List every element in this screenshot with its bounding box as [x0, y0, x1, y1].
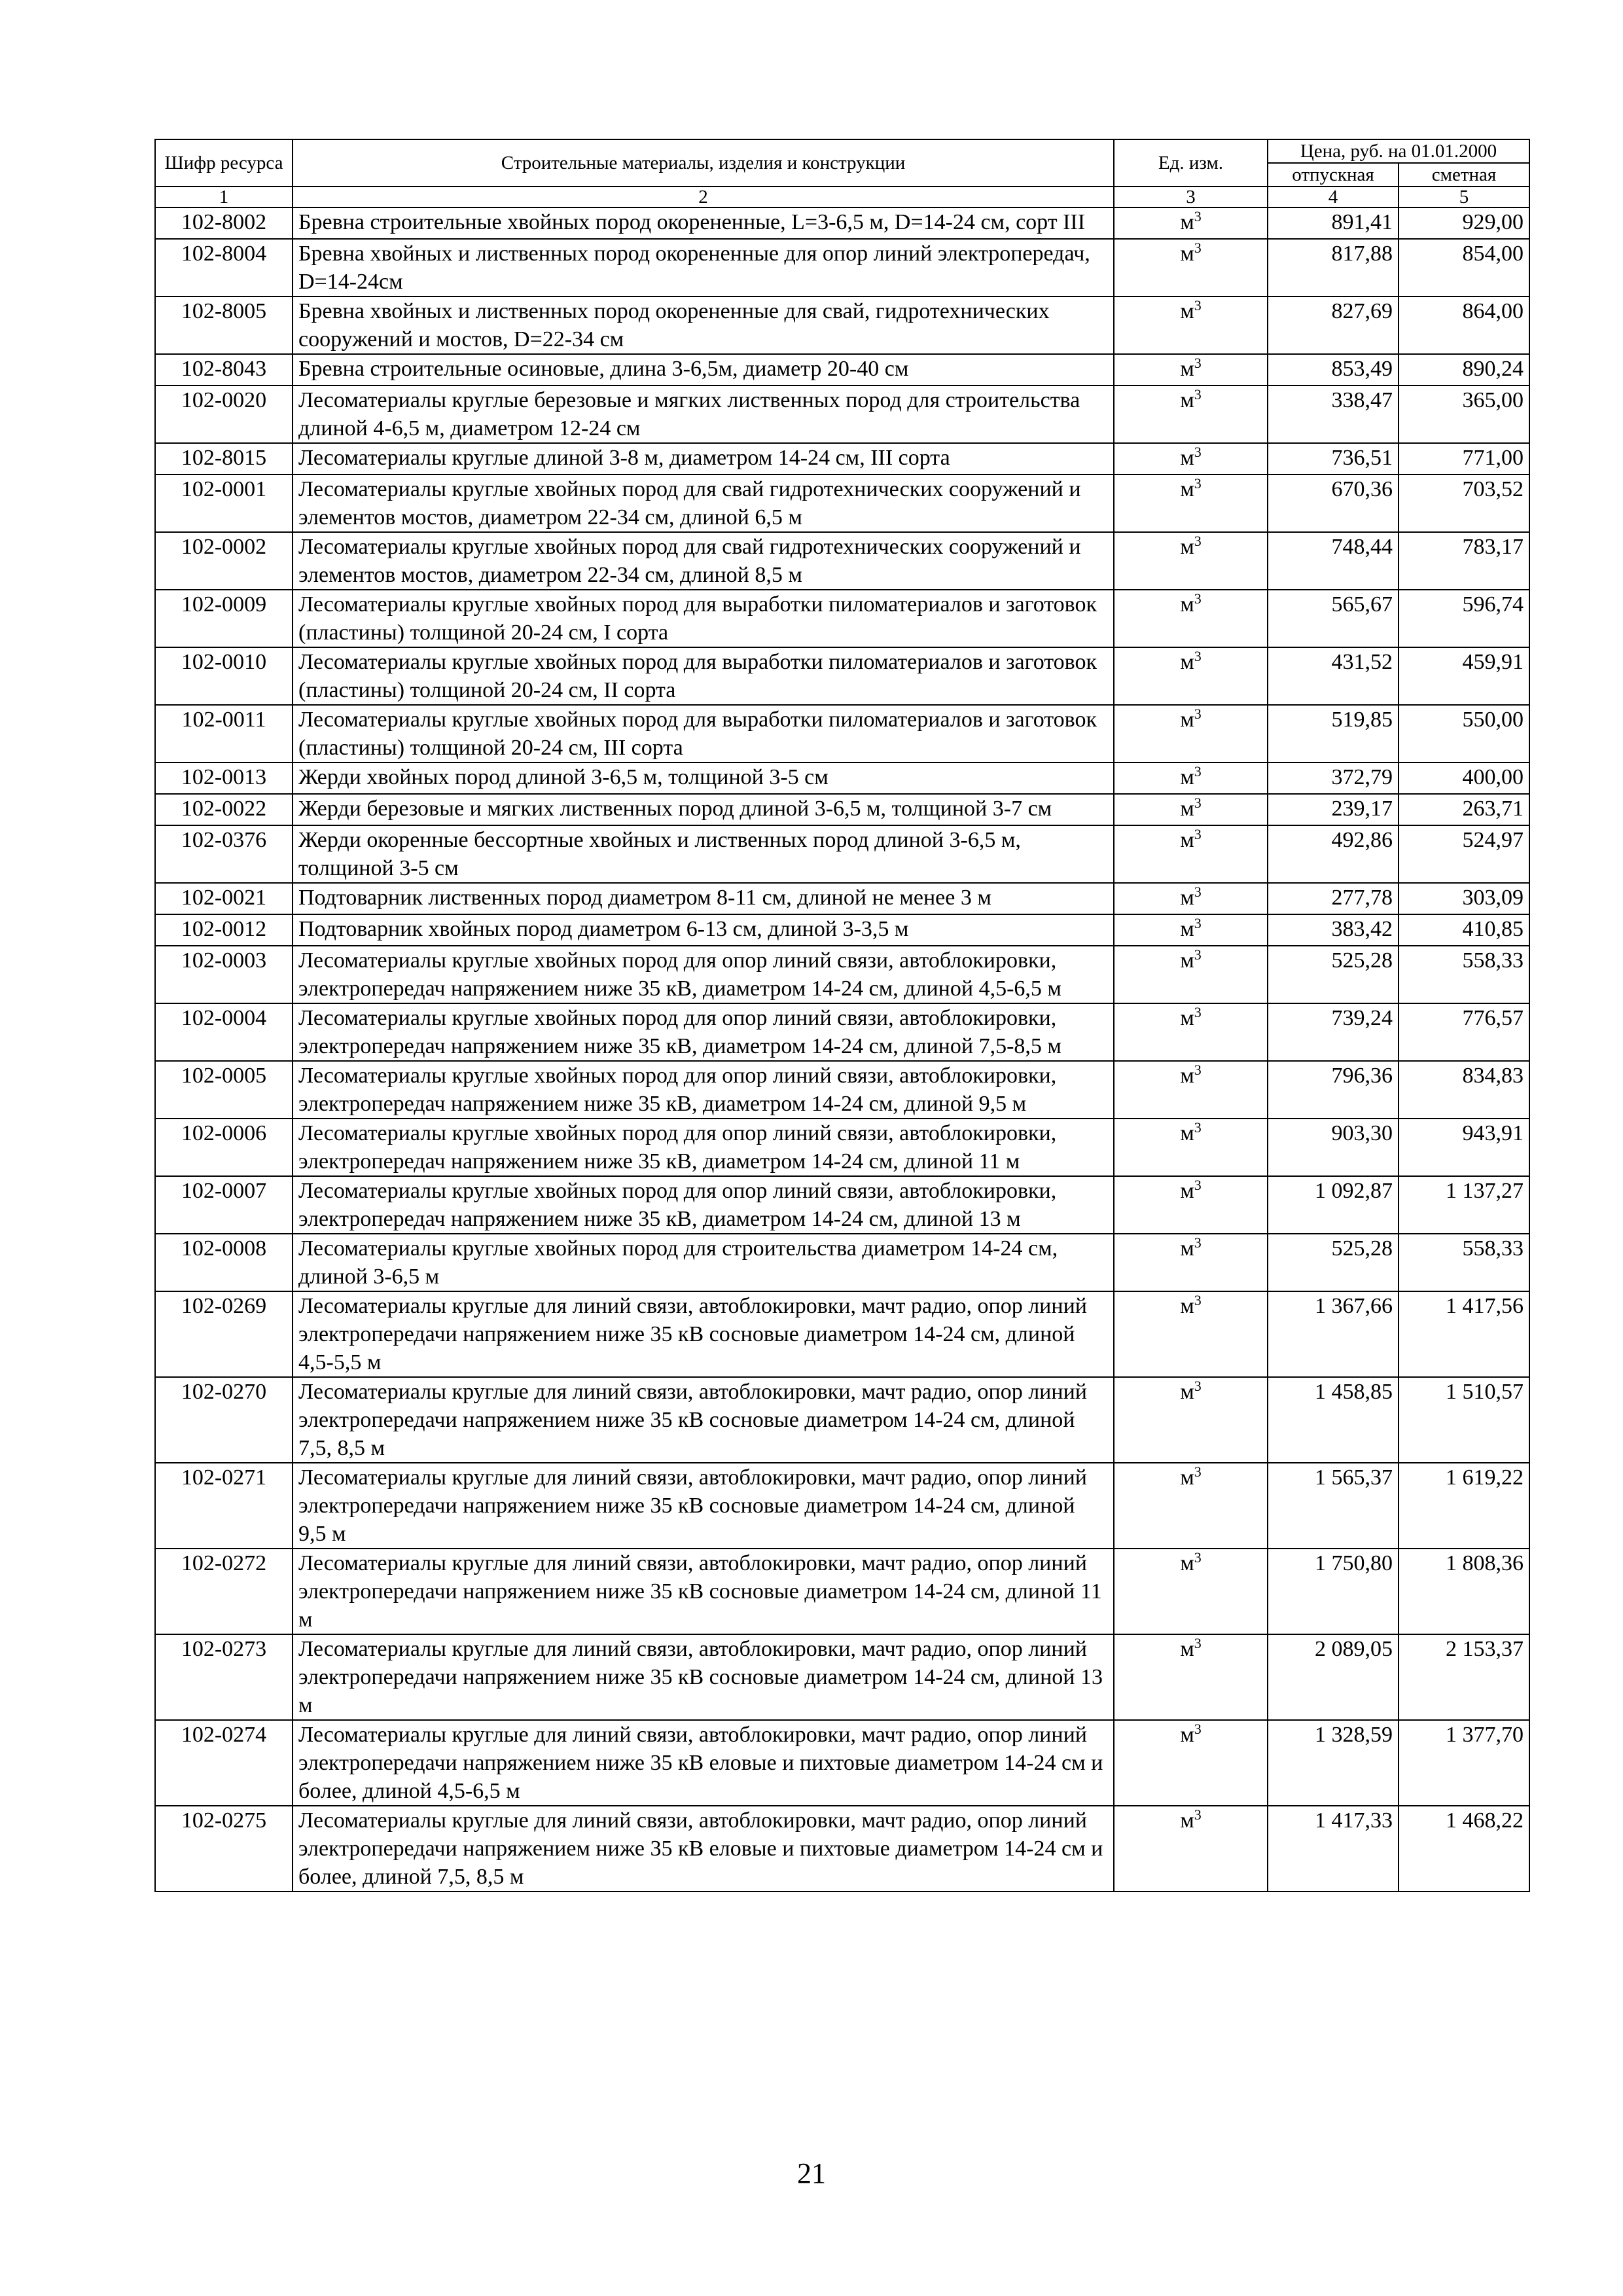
table-row: [155, 647, 1529, 705]
price-release: 903,30: [1268, 1119, 1399, 1176]
resource-code: 102-8002: [155, 207, 293, 239]
material-name: Лесоматериалы круглые для линий связи, автоблокировки, мачт радио, опор линий электропередачи напряжением ниже 35 кВ еловые и пихтовые диаметром 14-24 см и более, длиной 7,5, 8,5 м: [293, 1806, 1114, 1892]
column-number: 3: [1114, 187, 1268, 207]
column-number: 1: [155, 187, 293, 207]
material-name: Жерди хвойных пород длиной 3-6,5 м, толщиной 3-5 см: [293, 762, 1114, 794]
price-release: 519,85: [1268, 705, 1399, 762]
header-name: Строительные материалы, изделия и конструкции: [293, 139, 1114, 187]
unit-cell: [1114, 1234, 1268, 1291]
price-estimate: 834,83: [1399, 1061, 1529, 1119]
unit-text: м: [1180, 1465, 1194, 1490]
price-release: 2 089,05: [1268, 1634, 1399, 1720]
material-name: Лесоматериалы круглые для линий связи, автоблокировки, мачт радио, опор линий электропередачи напряжением ниже 35 кВ еловые и пихтовые диаметром 14-24 см и более, длиной 4,5-6,5 м: [293, 1720, 1114, 1806]
resource-code: 102-8015: [155, 443, 293, 475]
price-estimate: 929,00: [1399, 207, 1529, 239]
column-number: 2: [293, 187, 1114, 207]
unit-cell: [1114, 883, 1268, 914]
table-row: [155, 794, 1529, 825]
unit-superscript: 3: [1194, 297, 1202, 314]
resource-code: 102-0004: [155, 1003, 293, 1061]
unit-cell: [1114, 239, 1268, 296]
table-row: [155, 1634, 1529, 1720]
price-estimate: 410,85: [1399, 914, 1529, 946]
unit-superscript: 3: [1194, 826, 1202, 842]
material-name: Лесоматериалы круглые хвойных пород для опор линий связи, автоблокировки, электропередач напряжением ниже 35 кВ, диаметром 14-24 см, длиной 7,5-8,5 м: [293, 1003, 1114, 1061]
material-name: Бревна строительные хвойных пород окорененные, L=3-6,5 м, D=14-24 см, сорт III: [293, 207, 1114, 239]
page-number: 21: [797, 2157, 826, 2189]
unit-text: м: [1180, 708, 1194, 732]
unit-cell: [1114, 475, 1268, 532]
unit-superscript: 3: [1194, 648, 1202, 664]
column-number: 4: [1268, 187, 1399, 207]
unit-text: м: [1180, 1236, 1194, 1261]
unit-superscript: 3: [1194, 1234, 1202, 1251]
resource-code: 102-0002: [155, 532, 293, 590]
unit-text: м: [1180, 1723, 1194, 1747]
table-row: [155, 1003, 1529, 1061]
price-estimate: 365,00: [1399, 386, 1529, 443]
material-name: Лесоматериалы круглые длиной 3-8 м, диаметром 14-24 см, III сорта: [293, 443, 1114, 475]
resource-code: 102-0009: [155, 590, 293, 647]
unit-text: м: [1180, 1179, 1194, 1203]
unit-superscript: 3: [1194, 240, 1202, 256]
table-row: [155, 443, 1529, 475]
unit-cell: [1114, 1720, 1268, 1806]
header-unit: Ед. изм.: [1114, 139, 1268, 187]
unit-text: м: [1180, 797, 1194, 821]
price-release: 1 458,85: [1268, 1377, 1399, 1463]
resource-code: 102-0005: [155, 1061, 293, 1119]
material-name: Лесоматериалы круглые березовые и мягких лиственных пород для строительства длиной 4-6,5 м, диаметром 12-24 см: [293, 386, 1114, 443]
unit-superscript: 3: [1194, 795, 1202, 811]
price-estimate: 524,97: [1399, 825, 1529, 883]
resource-code: 102-0376: [155, 825, 293, 883]
unit-text: м: [1180, 242, 1194, 266]
unit-cell: [1114, 1634, 1268, 1720]
unit-cell: [1114, 1549, 1268, 1634]
unit-superscript: 3: [1194, 208, 1202, 224]
unit-text: м: [1180, 886, 1194, 910]
material-name: Лесоматериалы круглые для линий связи, автоблокировки, мачт радио, опор линий электропередачи напряжением ниже 35 кВ сосновые диаметром 14-24 см, длиной 9,5 м: [293, 1463, 1114, 1549]
unit-cell: [1114, 647, 1268, 705]
unit-superscript: 3: [1194, 1721, 1202, 1737]
table-row: [155, 590, 1529, 647]
unit-cell: [1114, 1176, 1268, 1234]
unit-text: м: [1180, 1380, 1194, 1404]
resource-code: 102-0020: [155, 386, 293, 443]
unit-cell: [1114, 386, 1268, 443]
price-release: 817,88: [1268, 239, 1399, 296]
table-row: [155, 386, 1529, 443]
material-name: Лесоматериалы круглые хвойных пород для опор линий связи, автоблокировки, электропередач напряжением ниже 35 кВ, диаметром 14-24 см, длиной 9,5 м: [293, 1061, 1114, 1119]
price-release: 277,78: [1268, 883, 1399, 914]
header-price-estimate: сметная: [1399, 163, 1529, 187]
material-name: Лесоматериалы круглые хвойных пород для опор линий связи, автоблокировки, электропередач напряжением ниже 35 кВ, диаметром 14-24 см, длиной 4,5-6,5 м: [293, 946, 1114, 1003]
unit-cell: [1114, 825, 1268, 883]
resource-code: 102-0008: [155, 1234, 293, 1291]
material-name: Бревна строительные осиновые, длина 3-6,5м, диаметр 20-40 см: [293, 354, 1114, 386]
price-release: 1 092,87: [1268, 1176, 1399, 1234]
unit-text: м: [1180, 535, 1194, 559]
price-release: 796,36: [1268, 1061, 1399, 1119]
unit-superscript: 3: [1194, 1378, 1202, 1394]
table-row: [155, 946, 1529, 1003]
resource-code: 102-0003: [155, 946, 293, 1003]
table-row: [155, 1176, 1529, 1234]
resource-code: 102-0012: [155, 914, 293, 946]
resource-code: 102-0269: [155, 1291, 293, 1377]
material-name: Жерди окоренные бессортные хвойных и лиственных пород длиной 3-6,5 м, толщиной 3-5 см: [293, 825, 1114, 883]
table-body: [155, 207, 1529, 1892]
unit-superscript: 3: [1194, 1062, 1202, 1078]
price-release: 492,86: [1268, 825, 1399, 883]
price-release: 1 417,33: [1268, 1806, 1399, 1892]
unit-text: м: [1180, 948, 1194, 973]
price-estimate: 303,09: [1399, 883, 1529, 914]
table-row: [155, 1549, 1529, 1634]
resource-code: 102-0011: [155, 705, 293, 762]
unit-superscript: 3: [1194, 355, 1202, 371]
table-row: [155, 1061, 1529, 1119]
price-release: 1 565,37: [1268, 1463, 1399, 1549]
unit-text: м: [1180, 1808, 1194, 1833]
price-release: 383,42: [1268, 914, 1399, 946]
unit-cell: [1114, 296, 1268, 354]
price-table: [154, 139, 1530, 1892]
price-release: 1 328,59: [1268, 1720, 1399, 1806]
table-row: [155, 1234, 1529, 1291]
table-row: [155, 705, 1529, 762]
header-code: Шифр ресурса: [155, 139, 293, 187]
material-name: Подтоварник хвойных пород диаметром 6-13 см, длиной 3-3,5 м: [293, 914, 1114, 946]
resource-code: 102-0022: [155, 794, 293, 825]
unit-text: м: [1180, 299, 1194, 323]
table-row: [155, 1806, 1529, 1892]
unit-cell: [1114, 590, 1268, 647]
table-row: [155, 354, 1529, 386]
material-name: Бревна хвойных и лиственных пород окорененные для опор линий электропередач, D=14-24см: [293, 239, 1114, 296]
table-row: [155, 1463, 1529, 1549]
price-release: 827,69: [1268, 296, 1399, 354]
price-release: 565,67: [1268, 590, 1399, 647]
unit-superscript: 3: [1194, 590, 1202, 607]
unit-superscript: 3: [1194, 1004, 1202, 1020]
resource-code: 102-0275: [155, 1806, 293, 1892]
material-name: Лесоматериалы круглые хвойных пород для строительства диаметром 14-24 см, длиной 3-6,5 м: [293, 1234, 1114, 1291]
price-release: 891,41: [1268, 207, 1399, 239]
unit-superscript: 3: [1194, 1549, 1202, 1566]
unit-superscript: 3: [1194, 1292, 1202, 1308]
unit-text: м: [1180, 388, 1194, 412]
unit-cell: [1114, 207, 1268, 239]
price-estimate: 400,00: [1399, 762, 1529, 794]
resource-code: 102-8004: [155, 239, 293, 296]
resource-code: 102-0001: [155, 475, 293, 532]
unit-text: м: [1180, 1064, 1194, 1088]
table-row: [155, 762, 1529, 794]
unit-superscript: 3: [1194, 444, 1202, 460]
unit-superscript: 3: [1194, 1177, 1202, 1193]
table-row: [155, 914, 1529, 946]
resource-code: 102-0010: [155, 647, 293, 705]
price-estimate: 776,57: [1399, 1003, 1529, 1061]
header-price-release: отпускная: [1268, 163, 1399, 187]
price-estimate: 558,33: [1399, 946, 1529, 1003]
unit-cell: [1114, 1003, 1268, 1061]
price-estimate: 1 619,22: [1399, 1463, 1529, 1549]
unit-cell: [1114, 794, 1268, 825]
unit-text: м: [1180, 592, 1194, 617]
column-number: 5: [1399, 187, 1529, 207]
resource-code: 102-0272: [155, 1549, 293, 1634]
price-release: 431,52: [1268, 647, 1399, 705]
unit-text: м: [1180, 210, 1194, 234]
resource-code: 102-0006: [155, 1119, 293, 1176]
table-row: [155, 1720, 1529, 1806]
unit-text: м: [1180, 1637, 1194, 1661]
material-name: Лесоматериалы круглые хвойных пород для выработки пиломатериалов и заготовок (пластины) толщиной 20-24 см, I сорта: [293, 590, 1114, 647]
unit-superscript: 3: [1194, 706, 1202, 722]
unit-text: м: [1180, 446, 1194, 470]
unit-superscript: 3: [1194, 1119, 1202, 1136]
material-name: Лесоматериалы круглые хвойных пород для выработки пиломатериалов и заготовок (пластины) толщиной 20-24 см, II сорта: [293, 647, 1114, 705]
unit-superscript: 3: [1194, 763, 1202, 780]
price-estimate: 1 468,22: [1399, 1806, 1529, 1892]
unit-superscript: 3: [1194, 915, 1202, 931]
resource-code: 102-0274: [155, 1720, 293, 1806]
material-name: Лесоматериалы круглые хвойных пород для свай гидротехнических сооружений и элементов мостов, диаметром 22-34 см, длиной 6,5 м: [293, 475, 1114, 532]
material-name: Лесоматериалы круглые для линий связи, автоблокировки, мачт радио, опор линий электропередачи напряжением ниже 35 кВ сосновые диаметром 14-24 см, длиной 13 м: [293, 1634, 1114, 1720]
price-release: 853,49: [1268, 354, 1399, 386]
table-row: [155, 883, 1529, 914]
unit-superscript: 3: [1194, 884, 1202, 900]
unit-text: м: [1180, 357, 1194, 381]
unit-cell: [1114, 532, 1268, 590]
material-name: Подтоварник лиственных пород диаметром 8-11 см, длиной не менее 3 м: [293, 883, 1114, 914]
table-row: [155, 239, 1529, 296]
unit-cell: [1114, 1463, 1268, 1549]
unit-text: м: [1180, 828, 1194, 852]
price-release: 748,44: [1268, 532, 1399, 590]
price-estimate: 890,24: [1399, 354, 1529, 386]
unit-superscript: 3: [1194, 1635, 1202, 1651]
price-estimate: 263,71: [1399, 794, 1529, 825]
resource-code: 102-0021: [155, 883, 293, 914]
unit-text: м: [1180, 1121, 1194, 1145]
table-row: [155, 207, 1529, 239]
material-name: Лесоматериалы круглые для линий связи, автоблокировки, мачт радио, опор линий электропередачи напряжением ниже 35 кВ сосновые диаметром 14-24 см, длиной 4,5-5,5 м: [293, 1291, 1114, 1377]
unit-cell: [1114, 1806, 1268, 1892]
price-release: 1 367,66: [1268, 1291, 1399, 1377]
unit-cell: [1114, 443, 1268, 475]
price-estimate: 1 510,57: [1399, 1377, 1529, 1463]
price-release: 525,28: [1268, 1234, 1399, 1291]
price-release: 239,17: [1268, 794, 1399, 825]
unit-superscript: 3: [1194, 475, 1202, 492]
price-estimate: 596,74: [1399, 590, 1529, 647]
price-estimate: 558,33: [1399, 1234, 1529, 1291]
price-estimate: 783,17: [1399, 532, 1529, 590]
unit-superscript: 3: [1194, 946, 1202, 963]
unit-text: м: [1180, 765, 1194, 789]
resource-code: 102-8043: [155, 354, 293, 386]
resource-code: 102-0273: [155, 1634, 293, 1720]
unit-cell: [1114, 946, 1268, 1003]
price-estimate: 459,91: [1399, 647, 1529, 705]
price-estimate: 1 377,70: [1399, 1720, 1529, 1806]
price-estimate: 2 153,37: [1399, 1634, 1529, 1720]
price-release: 736,51: [1268, 443, 1399, 475]
price-estimate: 1 808,36: [1399, 1549, 1529, 1634]
material-name: Лесоматериалы круглые для линий связи, автоблокировки, мачт радио, опор линий электропередачи напряжением ниже 35 кВ сосновые диаметром 14-24 см, длиной 7,5, 8,5 м: [293, 1377, 1114, 1463]
price-release: 525,28: [1268, 946, 1399, 1003]
price-release: 670,36: [1268, 475, 1399, 532]
price-estimate: 1 417,56: [1399, 1291, 1529, 1377]
table-row: [155, 1291, 1529, 1377]
unit-cell: [1114, 1061, 1268, 1119]
unit-text: м: [1180, 1006, 1194, 1030]
table-row: [155, 475, 1529, 532]
price-estimate: 703,52: [1399, 475, 1529, 532]
table-row: [155, 1377, 1529, 1463]
price-estimate: 550,00: [1399, 705, 1529, 762]
table-row: [155, 825, 1529, 883]
unit-cell: [1114, 1377, 1268, 1463]
price-release: 372,79: [1268, 762, 1399, 794]
unit-text: м: [1180, 477, 1194, 501]
unit-superscript: 3: [1194, 1806, 1202, 1823]
unit-text: м: [1180, 1551, 1194, 1575]
table-row: [155, 532, 1529, 590]
material-name: Лесоматериалы круглые хвойных пород для опор линий связи, автоблокировки, электропередач напряжением ниже 35 кВ, диаметром 14-24 см, длиной 11 м: [293, 1119, 1114, 1176]
price-estimate: 943,91: [1399, 1119, 1529, 1176]
unit-text: м: [1180, 917, 1194, 941]
resource-code: 102-0271: [155, 1463, 293, 1549]
table-header: [155, 139, 1529, 207]
price-estimate: 854,00: [1399, 239, 1529, 296]
resource-code: 102-0270: [155, 1377, 293, 1463]
material-name: Жерди березовые и мягких лиственных пород длиной 3-6,5 м, толщиной 3-7 см: [293, 794, 1114, 825]
material-name: Бревна хвойных и лиственных пород окорененные для свай, гидротехнических сооружений и мостов, D=22-34 см: [293, 296, 1114, 354]
unit-cell: [1114, 914, 1268, 946]
material-name: Лесоматериалы круглые хвойных пород для выработки пиломатериалов и заготовок (пластины) толщиной 20-24 см, III сорта: [293, 705, 1114, 762]
table-row: [155, 1119, 1529, 1176]
unit-cell: [1114, 1119, 1268, 1176]
unit-cell: [1114, 705, 1268, 762]
resource-code: 102-0013: [155, 762, 293, 794]
unit-cell: [1114, 762, 1268, 794]
unit-cell: [1114, 354, 1268, 386]
unit-cell: [1114, 1291, 1268, 1377]
price-estimate: 864,00: [1399, 296, 1529, 354]
price-estimate: 1 137,27: [1399, 1176, 1529, 1234]
price-release: 1 750,80: [1268, 1549, 1399, 1634]
material-name: Лесоматериалы круглые для линий связи, автоблокировки, мачт радио, опор линий электропередачи напряжением ниже 35 кВ сосновые диаметром 14-24 см, длиной 11 м: [293, 1549, 1114, 1634]
unit-superscript: 3: [1194, 533, 1202, 549]
unit-text: м: [1180, 1294, 1194, 1318]
material-name: Лесоматериалы круглые хвойных пород для свай гидротехнических сооружений и элементов мостов, диаметром 22-34 см, длиной 8,5 м: [293, 532, 1114, 590]
unit-superscript: 3: [1194, 1463, 1202, 1480]
unit-superscript: 3: [1194, 386, 1202, 403]
resource-code: 102-8005: [155, 296, 293, 354]
table-row: [155, 296, 1529, 354]
price-release: 739,24: [1268, 1003, 1399, 1061]
header-price-group: Цена, руб. на 01.01.2000: [1268, 139, 1529, 163]
material-name: Лесоматериалы круглые хвойных пород для опор линий связи, автоблокировки, электропередач напряжением ниже 35 кВ, диаметром 14-24 см, длиной 13 м: [293, 1176, 1114, 1234]
price-estimate: 771,00: [1399, 443, 1529, 475]
price-release: 338,47: [1268, 386, 1399, 443]
resource-code: 102-0007: [155, 1176, 293, 1234]
unit-text: м: [1180, 650, 1194, 674]
